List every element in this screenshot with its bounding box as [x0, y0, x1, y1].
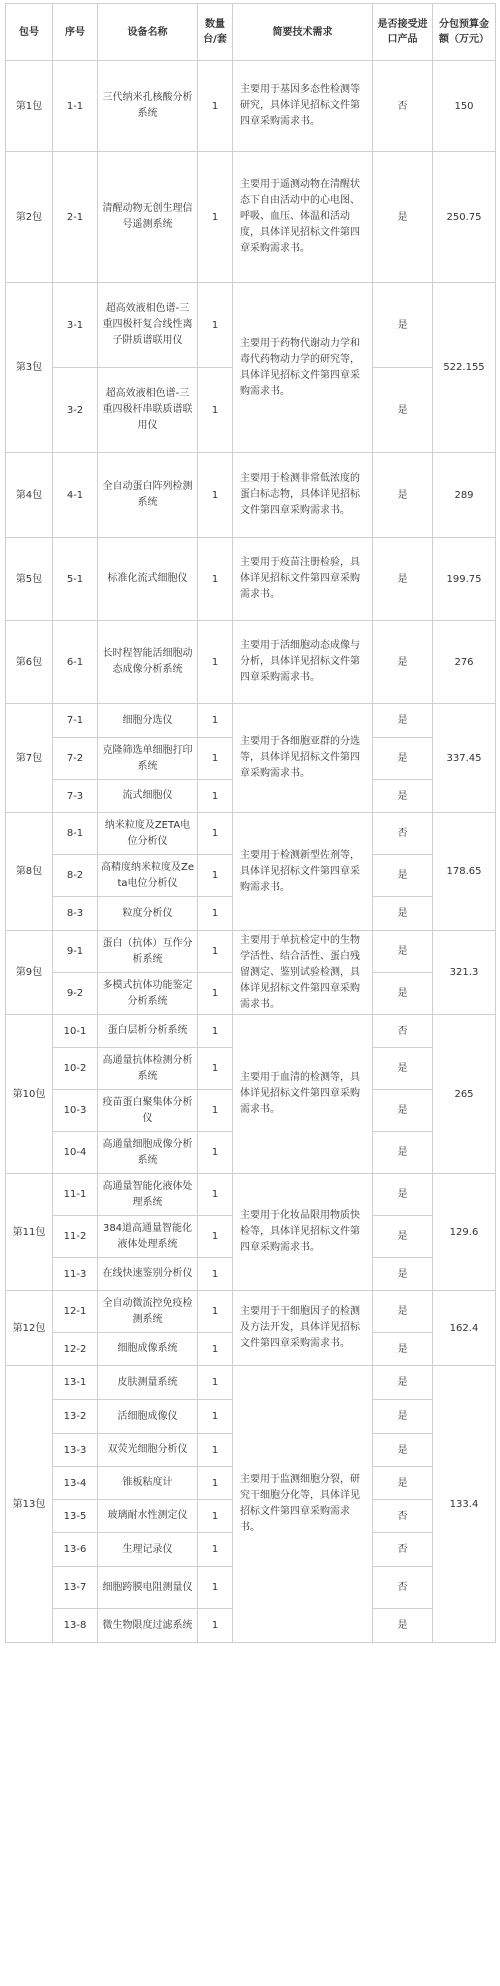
- seq-cell: 1-1: [53, 61, 98, 152]
- qty-cell: 1: [198, 780, 233, 813]
- name-cell: 384道高通量智能化液体处理系统: [98, 1216, 198, 1258]
- qty-cell: 1: [198, 1400, 233, 1434]
- qty-cell: 1: [198, 973, 233, 1015]
- seq-cell: 11-2: [53, 1216, 98, 1258]
- seq-cell: 9-1: [53, 931, 98, 973]
- qty-cell: 1: [198, 621, 233, 704]
- imported-cell: 是: [373, 1048, 433, 1090]
- qty-cell: 1: [198, 1333, 233, 1366]
- imported-cell: 是: [373, 704, 433, 738]
- name-cell: 清醒动物无创生理信号遥测系统: [98, 152, 198, 283]
- name-cell: 高通量细胞成像分析系统: [98, 1132, 198, 1174]
- name-cell: 蛋白（抗体）互作分析系统: [98, 931, 198, 973]
- imported-cell: 是: [373, 1216, 433, 1258]
- name-cell: 在线快速鉴别分析仪: [98, 1258, 198, 1291]
- qty-cell: 1: [198, 1567, 233, 1609]
- seq-cell: 7-2: [53, 738, 98, 780]
- package-cell: 第9包: [6, 931, 53, 1015]
- desc-cell: 主要用于药物代谢动力学和毒代药物动力学的研究等，具体详见招标文件第四章采购需求书。: [233, 283, 373, 453]
- package-cell: 第7包: [6, 704, 53, 813]
- imported-cell: 是: [373, 1333, 433, 1366]
- imported-cell: 否: [373, 1500, 433, 1533]
- table-body: [6, 61, 496, 1643]
- desc-cell: 主要用于单抗检定中的生物学活性、结合活性、蛋白残留测定、鉴别试验检测，具体详见招标文件第四章采购需求书。: [233, 931, 373, 1015]
- table-row: [6, 61, 496, 152]
- header-budget: 分包预算金额（万元）: [433, 4, 496, 61]
- table-row: [6, 621, 496, 704]
- qty-cell: 1: [198, 1434, 233, 1467]
- qty-cell: 1: [198, 283, 233, 368]
- budget-cell: 321.3: [433, 931, 496, 1015]
- seq-cell: 8-1: [53, 813, 98, 855]
- qty-cell: 1: [198, 1609, 233, 1643]
- imported-cell: 是: [373, 1609, 433, 1643]
- imported-cell: 是: [373, 1258, 433, 1291]
- name-cell: 细胞成像系统: [98, 1333, 198, 1366]
- qty-cell: 1: [198, 1533, 233, 1567]
- imported-cell: 是: [373, 538, 433, 621]
- seq-cell: 8-2: [53, 855, 98, 897]
- name-cell: 长时程智能活细胞动态成像分析系统: [98, 621, 198, 704]
- desc-cell: 主要用于检测非常低浓度的蛋白标志物，具体详见招标文件第四章采购需求书。: [233, 453, 373, 538]
- procurement-table: [5, 3, 496, 1643]
- package-cell: 第8包: [6, 813, 53, 931]
- table-row: [6, 538, 496, 621]
- budget-cell: 276: [433, 621, 496, 704]
- package-cell: 第10包: [6, 1015, 53, 1174]
- budget-cell: 150: [433, 61, 496, 152]
- qty-cell: 1: [198, 1216, 233, 1258]
- desc-cell: 主要用于基因多态性检测等研究，具体详见招标文件第四章采购需求书。: [233, 61, 373, 152]
- imported-cell: 否: [373, 813, 433, 855]
- desc-cell: 主要用于活细胞动态成像与分析，具体详见招标文件第四章采购需求书。: [233, 621, 373, 704]
- qty-cell: 1: [198, 704, 233, 738]
- seq-cell: 7-3: [53, 780, 98, 813]
- package-cell: 第3包: [6, 283, 53, 453]
- package-cell: 第13包: [6, 1366, 53, 1643]
- imported-cell: 是: [373, 973, 433, 1015]
- imported-cell: 是: [373, 621, 433, 704]
- qty-cell: 1: [198, 897, 233, 931]
- qty-cell: 1: [198, 453, 233, 538]
- qty-cell: 1: [198, 1015, 233, 1048]
- seq-cell: 10-1: [53, 1015, 98, 1048]
- package-cell: 第5包: [6, 538, 53, 621]
- table-header: [6, 4, 496, 61]
- seq-cell: 8-3: [53, 897, 98, 931]
- seq-cell: 5-1: [53, 538, 98, 621]
- table-row: [6, 152, 496, 283]
- imported-cell: 否: [373, 61, 433, 152]
- name-cell: 高精度纳米粒度及Zeta电位分析仪: [98, 855, 198, 897]
- budget-cell: 133.4: [433, 1366, 496, 1643]
- budget-cell: 337.45: [433, 704, 496, 813]
- seq-cell: 13-7: [53, 1567, 98, 1609]
- seq-cell: 10-2: [53, 1048, 98, 1090]
- budget-cell: 265: [433, 1015, 496, 1174]
- name-cell: 生理记录仪: [98, 1533, 198, 1567]
- name-cell: 细胞分选仪: [98, 704, 198, 738]
- budget-cell: 162.4: [433, 1291, 496, 1366]
- seq-cell: 12-2: [53, 1333, 98, 1366]
- name-cell: 超高效液相色谱-三重四极杆串联质谱联用仪: [98, 368, 198, 453]
- seq-cell: 10-4: [53, 1132, 98, 1174]
- table-row: [6, 283, 496, 368]
- imported-cell: 是: [373, 1132, 433, 1174]
- seq-cell: 13-2: [53, 1400, 98, 1434]
- qty-cell: 1: [198, 1090, 233, 1132]
- table-row: [6, 931, 496, 973]
- qty-cell: 1: [198, 1366, 233, 1400]
- header-row: [6, 4, 496, 61]
- table-row: [6, 1015, 496, 1048]
- qty-cell: 1: [198, 1467, 233, 1500]
- desc-cell: 主要用于疫苗注册检验，具体详见招标文件第四章采购需求书。: [233, 538, 373, 621]
- package-cell: 第4包: [6, 453, 53, 538]
- desc-cell: 主要用于各细胞亚群的分选等，具体详见招标文件第四章采购需求书。: [233, 704, 373, 813]
- name-cell: 全自动蛋白阵列检测系统: [98, 453, 198, 538]
- imported-cell: 是: [373, 855, 433, 897]
- imported-cell: 是: [373, 1291, 433, 1333]
- imported-cell: 是: [373, 897, 433, 931]
- qty-cell: 1: [198, 738, 233, 780]
- seq-cell: 13-1: [53, 1366, 98, 1400]
- seq-cell: 7-1: [53, 704, 98, 738]
- qty-cell: 1: [198, 1258, 233, 1291]
- seq-cell: 3-1: [53, 283, 98, 368]
- qty-cell: 1: [198, 1291, 233, 1333]
- name-cell: 皮肤测量系统: [98, 1366, 198, 1400]
- name-cell: 高通量抗体检测分析系统: [98, 1048, 198, 1090]
- table-row: [6, 1174, 496, 1216]
- package-cell: 第12包: [6, 1291, 53, 1366]
- desc-cell: 主要用于检测新型佐剂等，具体详见招标文件第四章采购需求书。: [233, 813, 373, 931]
- name-cell: 疫苗蛋白聚集体分析仪: [98, 1090, 198, 1132]
- imported-cell: 是: [373, 1090, 433, 1132]
- budget-cell: 289: [433, 453, 496, 538]
- header-qty: 数量台/套: [198, 4, 233, 61]
- imported-cell: 是: [373, 453, 433, 538]
- qty-cell: 1: [198, 152, 233, 283]
- desc-cell: 主要用于化妆品限用物质快检等，具体详见招标文件第四章采购需求书。: [233, 1174, 373, 1291]
- imported-cell: 否: [373, 1533, 433, 1567]
- imported-cell: 是: [373, 1366, 433, 1400]
- budget-cell: 199.75: [433, 538, 496, 621]
- imported-cell: 是: [373, 738, 433, 780]
- header-package: 包号: [6, 4, 53, 61]
- seq-cell: 13-4: [53, 1467, 98, 1500]
- name-cell: 多模式抗体功能鉴定分析系统: [98, 973, 198, 1015]
- imported-cell: 是: [373, 368, 433, 453]
- seq-cell: 12-1: [53, 1291, 98, 1333]
- package-cell: 第11包: [6, 1174, 53, 1291]
- package-cell: 第2包: [6, 152, 53, 283]
- table-row: [6, 813, 496, 855]
- seq-cell: 9-2: [53, 973, 98, 1015]
- header-seq: 序号: [53, 4, 98, 61]
- name-cell: 锥板粘度计: [98, 1467, 198, 1500]
- seq-cell: 10-3: [53, 1090, 98, 1132]
- imported-cell: 是: [373, 1174, 433, 1216]
- desc-cell: 主要用于干细胞因子的检测及方法开发，具体详见招标文件第四章采购需求书。: [233, 1291, 373, 1366]
- name-cell: 高通量智能化液体处理系统: [98, 1174, 198, 1216]
- imported-cell: 是: [373, 152, 433, 283]
- qty-cell: 1: [198, 855, 233, 897]
- seq-cell: 4-1: [53, 453, 98, 538]
- seq-cell: 13-3: [53, 1434, 98, 1467]
- header-imported: 是否接受进口产品: [373, 4, 433, 61]
- budget-cell: 129.6: [433, 1174, 496, 1291]
- header-name: 设备名称: [98, 4, 198, 61]
- qty-cell: 1: [198, 813, 233, 855]
- seq-cell: 6-1: [53, 621, 98, 704]
- table-row: [6, 1366, 496, 1400]
- name-cell: 纳米粒度及ZETA电位分析仪: [98, 813, 198, 855]
- name-cell: 粒度分析仪: [98, 897, 198, 931]
- name-cell: 蛋白层析分析系统: [98, 1015, 198, 1048]
- qty-cell: 1: [198, 1048, 233, 1090]
- desc-cell: 主要用于遥测动物在清醒状态下自由活动中的心电图、呼吸、血压、体温和活动度，具体详见招标文件第四章采购需求书。: [233, 152, 373, 283]
- seq-cell: 13-5: [53, 1500, 98, 1533]
- package-cell: 第1包: [6, 61, 53, 152]
- desc-cell: 主要用于血清的检测等，具体详见招标文件第四章采购需求书。: [233, 1015, 373, 1174]
- name-cell: 三代纳米孔核酸分析系统: [98, 61, 198, 152]
- package-cell: 第6包: [6, 621, 53, 704]
- imported-cell: 是: [373, 283, 433, 368]
- table-row: [6, 1291, 496, 1333]
- seq-cell: 2-1: [53, 152, 98, 283]
- header-desc: 简要技术需求: [233, 4, 373, 61]
- qty-cell: 1: [198, 538, 233, 621]
- imported-cell: 是: [373, 1434, 433, 1467]
- desc-cell: 主要用于监测细胞分裂，研究干细胞分化等，具体详见招标文件第四章采购需求书。: [233, 1366, 373, 1643]
- name-cell: 流式细胞仪: [98, 780, 198, 813]
- imported-cell: 否: [373, 1015, 433, 1048]
- name-cell: 微生物限度过滤系统: [98, 1609, 198, 1643]
- qty-cell: 1: [198, 61, 233, 152]
- imported-cell: 是: [373, 1467, 433, 1500]
- budget-cell: 522.155: [433, 283, 496, 453]
- seq-cell: 11-1: [53, 1174, 98, 1216]
- qty-cell: 1: [198, 1500, 233, 1533]
- seq-cell: 11-3: [53, 1258, 98, 1291]
- name-cell: 双荧光细胞分析仪: [98, 1434, 198, 1467]
- name-cell: 标准化流式细胞仪: [98, 538, 198, 621]
- budget-cell: 178.65: [433, 813, 496, 931]
- table-row: [6, 704, 496, 738]
- name-cell: 全自动微流控免疫检测系统: [98, 1291, 198, 1333]
- seq-cell: 3-2: [53, 368, 98, 453]
- budget-cell: 250.75: [433, 152, 496, 283]
- table-row: [6, 453, 496, 538]
- qty-cell: 1: [198, 931, 233, 973]
- name-cell: 超高效液相色谱-三重四极杆复合线性离子阱质谱联用仪: [98, 283, 198, 368]
- imported-cell: 否: [373, 1567, 433, 1609]
- qty-cell: 1: [198, 1174, 233, 1216]
- imported-cell: 是: [373, 931, 433, 973]
- imported-cell: 是: [373, 1400, 433, 1434]
- seq-cell: 13-8: [53, 1609, 98, 1643]
- seq-cell: 13-6: [53, 1533, 98, 1567]
- name-cell: 克隆筛选单细胞打印系统: [98, 738, 198, 780]
- imported-cell: 是: [373, 780, 433, 813]
- name-cell: 细胞跨膜电阻测量仪: [98, 1567, 198, 1609]
- name-cell: 活细胞成像仪: [98, 1400, 198, 1434]
- name-cell: 玻璃耐水性测定仪: [98, 1500, 198, 1533]
- qty-cell: 1: [198, 368, 233, 453]
- qty-cell: 1: [198, 1132, 233, 1174]
